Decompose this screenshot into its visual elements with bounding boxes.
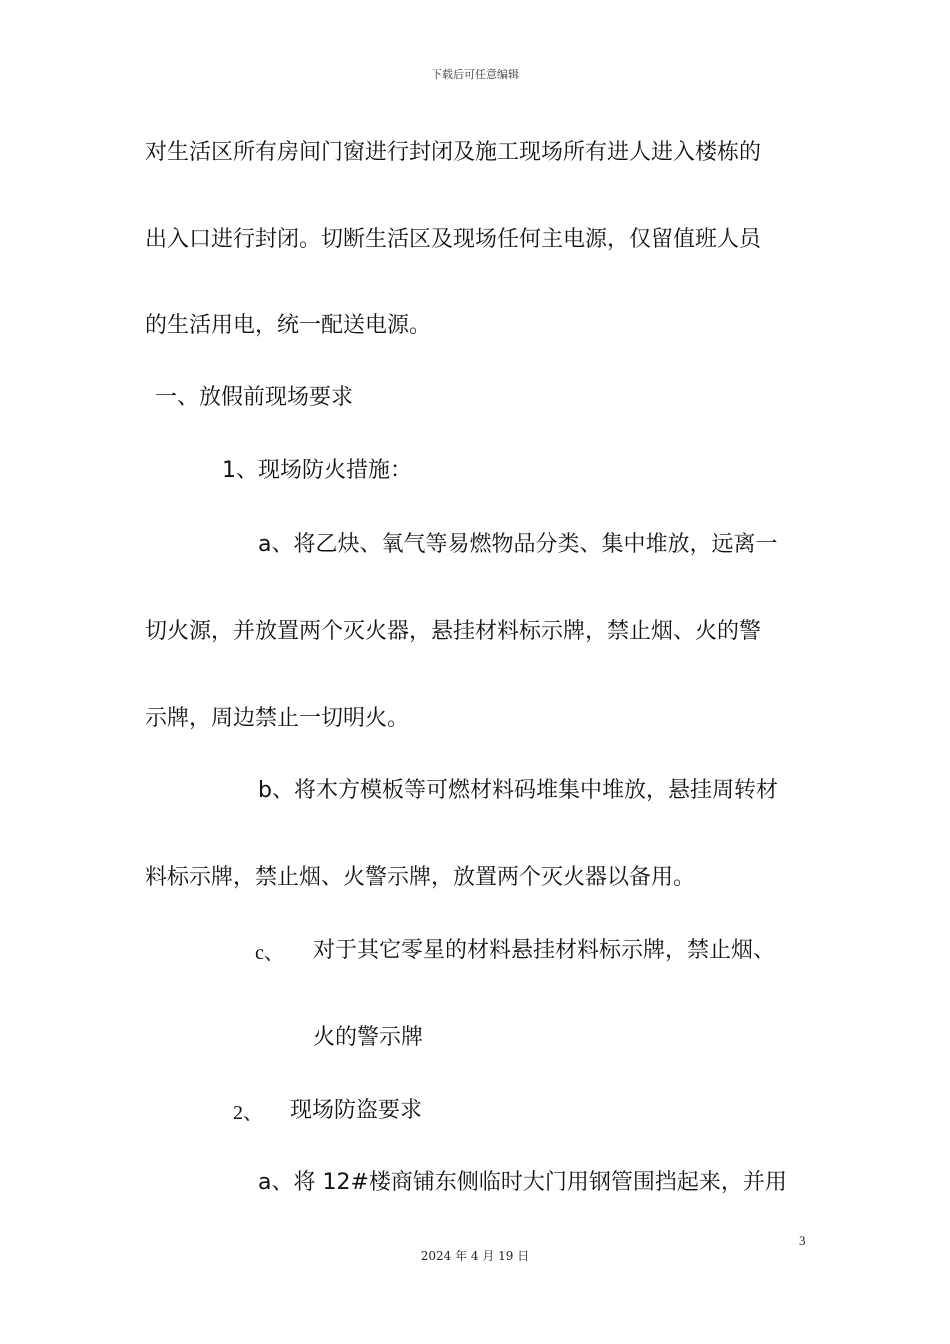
footer-date: 2024 年 4 月 19 日 <box>420 1249 530 1263</box>
paragraph-line: 料标示牌，禁止烟、火警示牌，放置两个灭火器以备用。 <box>145 865 696 890</box>
paragraph-line: a、将乙炔、氧气等易燃物品分类、集中堆放，远离一 <box>258 532 778 557</box>
paragraph-line: 对生活区所有房间门窗进行封闭及施工现场所有进人进入楼栋的 <box>145 140 762 165</box>
page-header: 下载后可任意编辑 <box>431 68 519 81</box>
paragraph-line: a、将 12#楼商铺东侧临时大门用钢管围挡起来，并用 <box>258 1170 787 1195</box>
list-marker: c、 <box>255 942 284 964</box>
paragraph-line: 火的警示牌 <box>313 1025 424 1050</box>
paragraph-line: 示牌，周边禁止一切明火。 <box>145 706 410 731</box>
list-marker: 2、 <box>233 1102 263 1124</box>
paragraph-line: 切火源，并放置两个灭火器，悬挂材料标示牌，禁止烟、火的警 <box>145 619 762 644</box>
page-number: 3 <box>799 1233 806 1248</box>
item-heading: 1、现场防火措施： <box>222 458 412 483</box>
paragraph-line: 的生活用电，统一配送电源。 <box>145 313 432 338</box>
paragraph-line: 对于其它零星的材料悬挂材料标示牌，禁止烟、 <box>313 938 776 963</box>
section-heading: 一、放假前现场要求 <box>155 385 354 410</box>
item-heading: 现场防盗要求 <box>290 1098 423 1123</box>
paragraph-line: 出入口进行封闭。切断生活区及现场任何主电源，仅留值班人员 <box>145 227 762 252</box>
paragraph-line: b、将木方模板等可燃材料码堆集中堆放，悬挂周转材 <box>258 778 778 803</box>
